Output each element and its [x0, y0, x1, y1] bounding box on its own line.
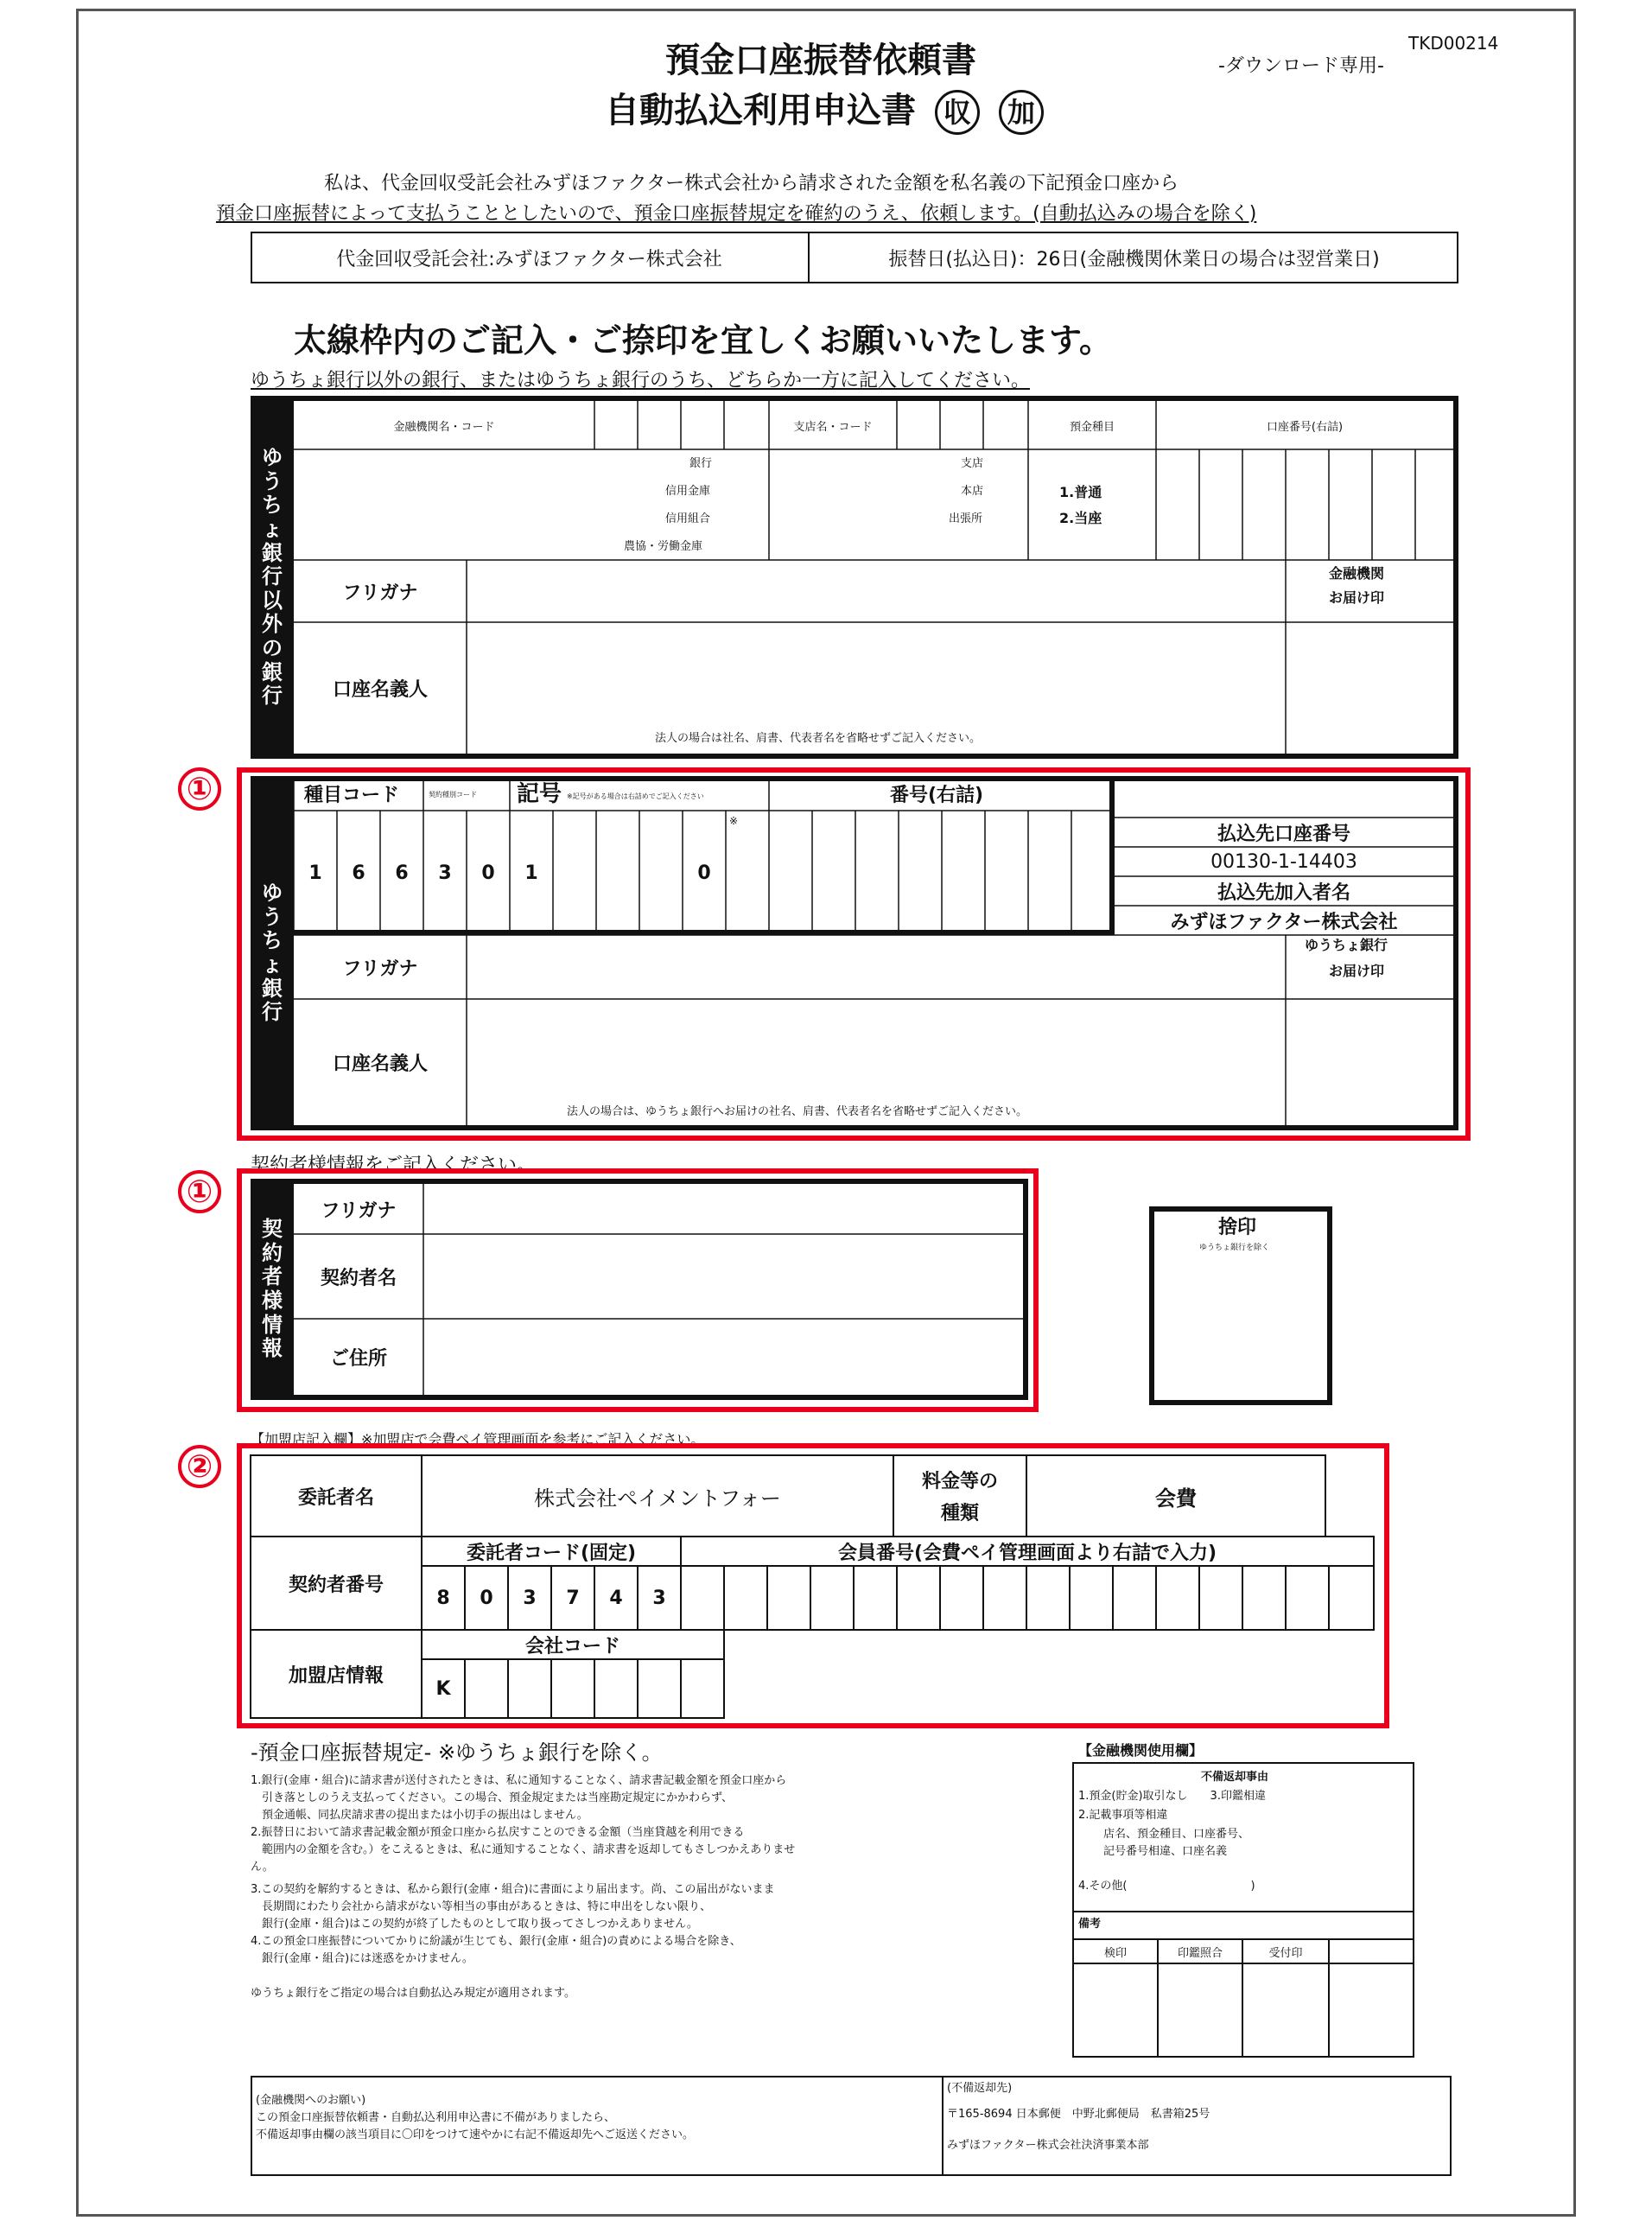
reason-2-detail-2: 記号番号相違、口座名義 — [1092, 1845, 1228, 1858]
consignor-digit-1: 8 — [436, 1587, 450, 1609]
yucho-mark: ※ — [729, 815, 739, 827]
consignor-code-label: 委託者コード(固定) — [466, 1542, 637, 1564]
intro-line2: 預金口座振替によって支払うこととしたいので、預金口座振替規定を確約のうえ、依頼します。(自動払込みの場合を除く) — [216, 203, 1257, 225]
contract-number-label: 契約者番号 — [288, 1574, 384, 1596]
inst-type-bank: 銀行 — [689, 457, 713, 470]
consignor-digit-2: 0 — [480, 1587, 493, 1609]
branch-type-shutchojo: 出張所 — [949, 512, 983, 525]
rules-title: -預金口座振替規定- ※ゆうちょ銀行を除く。 — [251, 1740, 663, 1765]
title-mark-2: 加 — [999, 90, 1044, 135]
col-branch: 支店名・コード — [793, 420, 873, 434]
main-instruction: 太線枠内のご記入・ご捺印を宜しくお願いいたします。 — [294, 321, 1112, 360]
consignor-label: 委託者名 — [297, 1486, 374, 1509]
yucho-digit-3: 6 — [395, 862, 409, 884]
other-bank-holder-label: 口座名義人 — [332, 678, 428, 701]
col-seal-check: 印鑑照合 — [1177, 1946, 1223, 1960]
col-deposit-type: 預金種目 — [1069, 420, 1115, 434]
remarks-label: 備考 — [1078, 1918, 1102, 1931]
footer-left-line-1: (金融機関へのお願い) — [256, 2094, 366, 2107]
marker-2: ② — [178, 1445, 221, 1488]
col-receipt: 受付印 — [1268, 1946, 1303, 1960]
yucho-digit-1: 1 — [308, 862, 322, 884]
yucho-seal-line2: お届け印 — [1329, 963, 1385, 979]
company-box-text: 代金回収受託会社:みずほファクター株式会社 — [336, 248, 722, 270]
discard-stamp-note: ゆうちょ銀行を除く — [1199, 1244, 1270, 1252]
contractor-side-label: 契 約 者 様 情 報 — [251, 1179, 294, 1400]
reason-1: 1.預金(貯金)取引なし 3.印鑑相違 — [1078, 1790, 1266, 1803]
consignor-value: 株式会社ペイメントフォー — [534, 1486, 781, 1511]
yucho-digit-10: 0 — [697, 862, 711, 884]
col-inspection: 検印 — [1103, 1946, 1127, 1960]
rules-line-2: 引き落としのうえ支払ってください。この場合、預金規定または当座勘定規定にかかわらず、 — [251, 1791, 733, 1804]
yucho-col-type-code: 種目コード — [304, 785, 400, 806]
footer-box — [251, 2076, 1452, 2176]
yucho-holder-label: 口座名義人 — [332, 1053, 428, 1075]
yucho-col-symbol: 記号 — [517, 781, 562, 807]
consignor-digit-6: 3 — [652, 1587, 666, 1609]
reason-2: 2.記載事項等相違 — [1078, 1809, 1168, 1822]
consignor-digit-5: 4 — [609, 1587, 623, 1609]
yucho-note: 法人の場合は、ゆうちょ銀行へお届けの社名、肩書、代表者名を省略せずご記入ください。 — [567, 1105, 1028, 1118]
footer-left-line-3: 不備返却事由欄の該当項目に〇印をつけて速やかに右記不備返却先へご返送ください。 — [256, 2128, 695, 2141]
contractor-furigana-label: フリガナ — [321, 1199, 397, 1222]
payee-account-label: 払込先口座番号 — [1217, 823, 1350, 845]
fee-type-value: 会費 — [1155, 1486, 1197, 1511]
yucho-col-symbol-note: ※記号がある場合は右詰めでご記入ください — [567, 792, 704, 800]
yucho-furigana-label: フリガナ — [342, 958, 418, 980]
yucho-seal-line1: ゆうちょ銀行 — [1305, 937, 1388, 953]
rules-yucho-note: ゆうちょ銀行をご指定の場合は自動払込み規定が適用されます。 — [251, 1987, 575, 2000]
bank-use-title: 【金融機関使用欄】 — [1078, 1742, 1204, 1759]
member-number-label: 会員番号(会費ペイ管理画面より右詰で入力) — [837, 1542, 1217, 1564]
contractor-address-label: ご住所 — [329, 1347, 387, 1370]
company-code-first: K — [435, 1677, 451, 1700]
rules-line-6: ん。 — [251, 1861, 274, 1874]
inst-type-kumiai: 信用組合 — [665, 512, 711, 525]
col-account-no: 口座番号(右詰) — [1266, 420, 1344, 434]
other-bank-seal-line1: 金融機関 — [1329, 565, 1385, 582]
other-bank-seal-line2: お届け印 — [1329, 589, 1385, 606]
other-bank-furigana-label: フリガナ — [342, 582, 418, 604]
doc-code: TKD00214 — [1408, 33, 1499, 54]
rules-line-5: 範囲内の金額を含む。）をこえるときは、私に通知することなく、請求書を返却してもさしつかえありませ — [251, 1843, 796, 1856]
rules-line-8: 長期間にわたり会社から請求がない等相当の事由があるときは、特に申出をしない限り、 — [251, 1900, 712, 1913]
branch-type-honten: 本店 — [961, 485, 984, 498]
inst-type-nokyo: 農協・労働金庫 — [624, 540, 703, 553]
store-info-label: 加盟店情報 — [288, 1664, 384, 1687]
yucho-side-label: ゆ う ち ょ 銀 行 — [251, 776, 294, 1130]
deposit-type-futsu: 1.普通 — [1059, 484, 1102, 500]
title-text: 自動払込利用申込書 — [605, 91, 916, 130]
payee-account: 00130-1-14403 — [1210, 850, 1357, 873]
rules-line-7: 3.この契約を解約するときは、私から銀行(金庫・組合)に書面により届出ます。尚、この届出がないまま — [251, 1883, 775, 1896]
payee-name: みずほファクター株式会社 — [1170, 911, 1398, 933]
merchant-heading: 【加盟店記入欄】※加盟店で会費ペイ管理画面を参考にご記入ください。 — [251, 1431, 705, 1448]
rules-line-11: 銀行(金庫・組合)には迷惑をかけません。 — [251, 1952, 473, 1965]
other-bank-side-label: ゆ う ち ょ 銀 行 以 外 の 銀 行 — [251, 396, 294, 759]
deposit-type-toza: 2.当座 — [1059, 510, 1102, 526]
branch-type-shiten: 支店 — [961, 457, 984, 470]
rules-line-1: 1.銀行(金庫・組合)に請求書が送付されたときは、私に通知することなく、請求書記載金額を預金口座から — [251, 1774, 787, 1787]
marker-1a: ① — [178, 767, 221, 811]
download-only: -ダウンロード専用- — [1218, 55, 1384, 77]
footer-right-line-3: みずほファクター株式会社決済事業本部 — [947, 2139, 1149, 2152]
yucho-digit-5: 0 — [481, 862, 495, 884]
title-line1: 預金口座振替依頼書 — [665, 41, 976, 80]
marker-1b: ① — [178, 1170, 221, 1213]
yucho-digit-6: 1 — [524, 862, 538, 884]
yucho-digit-4: 3 — [438, 862, 452, 884]
transfer-date-text: 振替日(払込日)：26日(金融機関休業日の場合は翌営業日) — [888, 248, 1380, 270]
payee-name-label: 払込先加入者名 — [1217, 881, 1350, 904]
other-bank-note: 法人の場合は社名、肩書、代表者名を省略せずご記入ください。 — [655, 732, 982, 745]
rules-line-9: 銀行(金庫・組合)はこの契約が終了したものとして取り扱ってさしつかえありません。 — [251, 1918, 698, 1931]
fee-type-label: 料金等の 種類 — [921, 1471, 998, 1524]
inst-type-shinkin: 信用金庫 — [665, 485, 711, 498]
discard-stamp-label: 捨印 — [1218, 1217, 1257, 1238]
sub-instruction: ゆうちょ銀行以外の銀行、またはゆうちょ銀行のうち、どちらか一方に記入してください。 — [251, 370, 1031, 391]
reason-2-detail-1: 店名、預金種目、口座番号、 — [1092, 1828, 1250, 1841]
yucho-col-number: 番号(右詰) — [890, 785, 984, 806]
reason-4: 4.その他( ) — [1078, 1880, 1255, 1893]
rules-line-4: 2.振替日において請求書記載金額が預金口座から払戻すことのできる金額（当座貸越を利用できる — [251, 1826, 745, 1839]
footer-right-line-2: 〒165-8694 日本郵便 中野北郵便局 私書箱25号 — [947, 2108, 1210, 2121]
footer-right-line-1: (不備返却先) — [947, 2082, 1013, 2095]
rules-line-10: 4.この預金口座振替についてかりに紛議が生じても、銀行(金庫・組合)の責めによる場合を除き、 — [251, 1935, 741, 1948]
intro-line1: 私は、代金回収受託会社みずほファクター株式会社から請求された金額を私名義の下記預金口座から — [324, 173, 1179, 194]
contractor-name-label: 契約者名 — [320, 1267, 397, 1289]
reason-title: 不備返却事由 — [1201, 1771, 1269, 1784]
company-code-label: 会社コード — [524, 1635, 620, 1658]
col-institution: 金融機関名・コード — [393, 420, 495, 434]
rules-line-3: 預金通帳、同払戻請求書の提出または小切手の振出はしません。 — [251, 1809, 588, 1822]
consignor-digit-3: 3 — [523, 1587, 537, 1609]
yucho-col-small: 契約種別コード — [429, 791, 477, 799]
title-mark-1: 収 — [935, 90, 980, 135]
consignor-digit-4: 7 — [566, 1587, 580, 1609]
footer-divider — [942, 2076, 944, 2176]
contractor-heading: 契約者様情報をご記入ください。 — [251, 1155, 537, 1176]
yucho-digit-2: 6 — [352, 862, 365, 884]
footer-left-line-2: この預金口座振替依頼書・自動払込利用申込書に不備がありましたら、 — [256, 2111, 616, 2124]
